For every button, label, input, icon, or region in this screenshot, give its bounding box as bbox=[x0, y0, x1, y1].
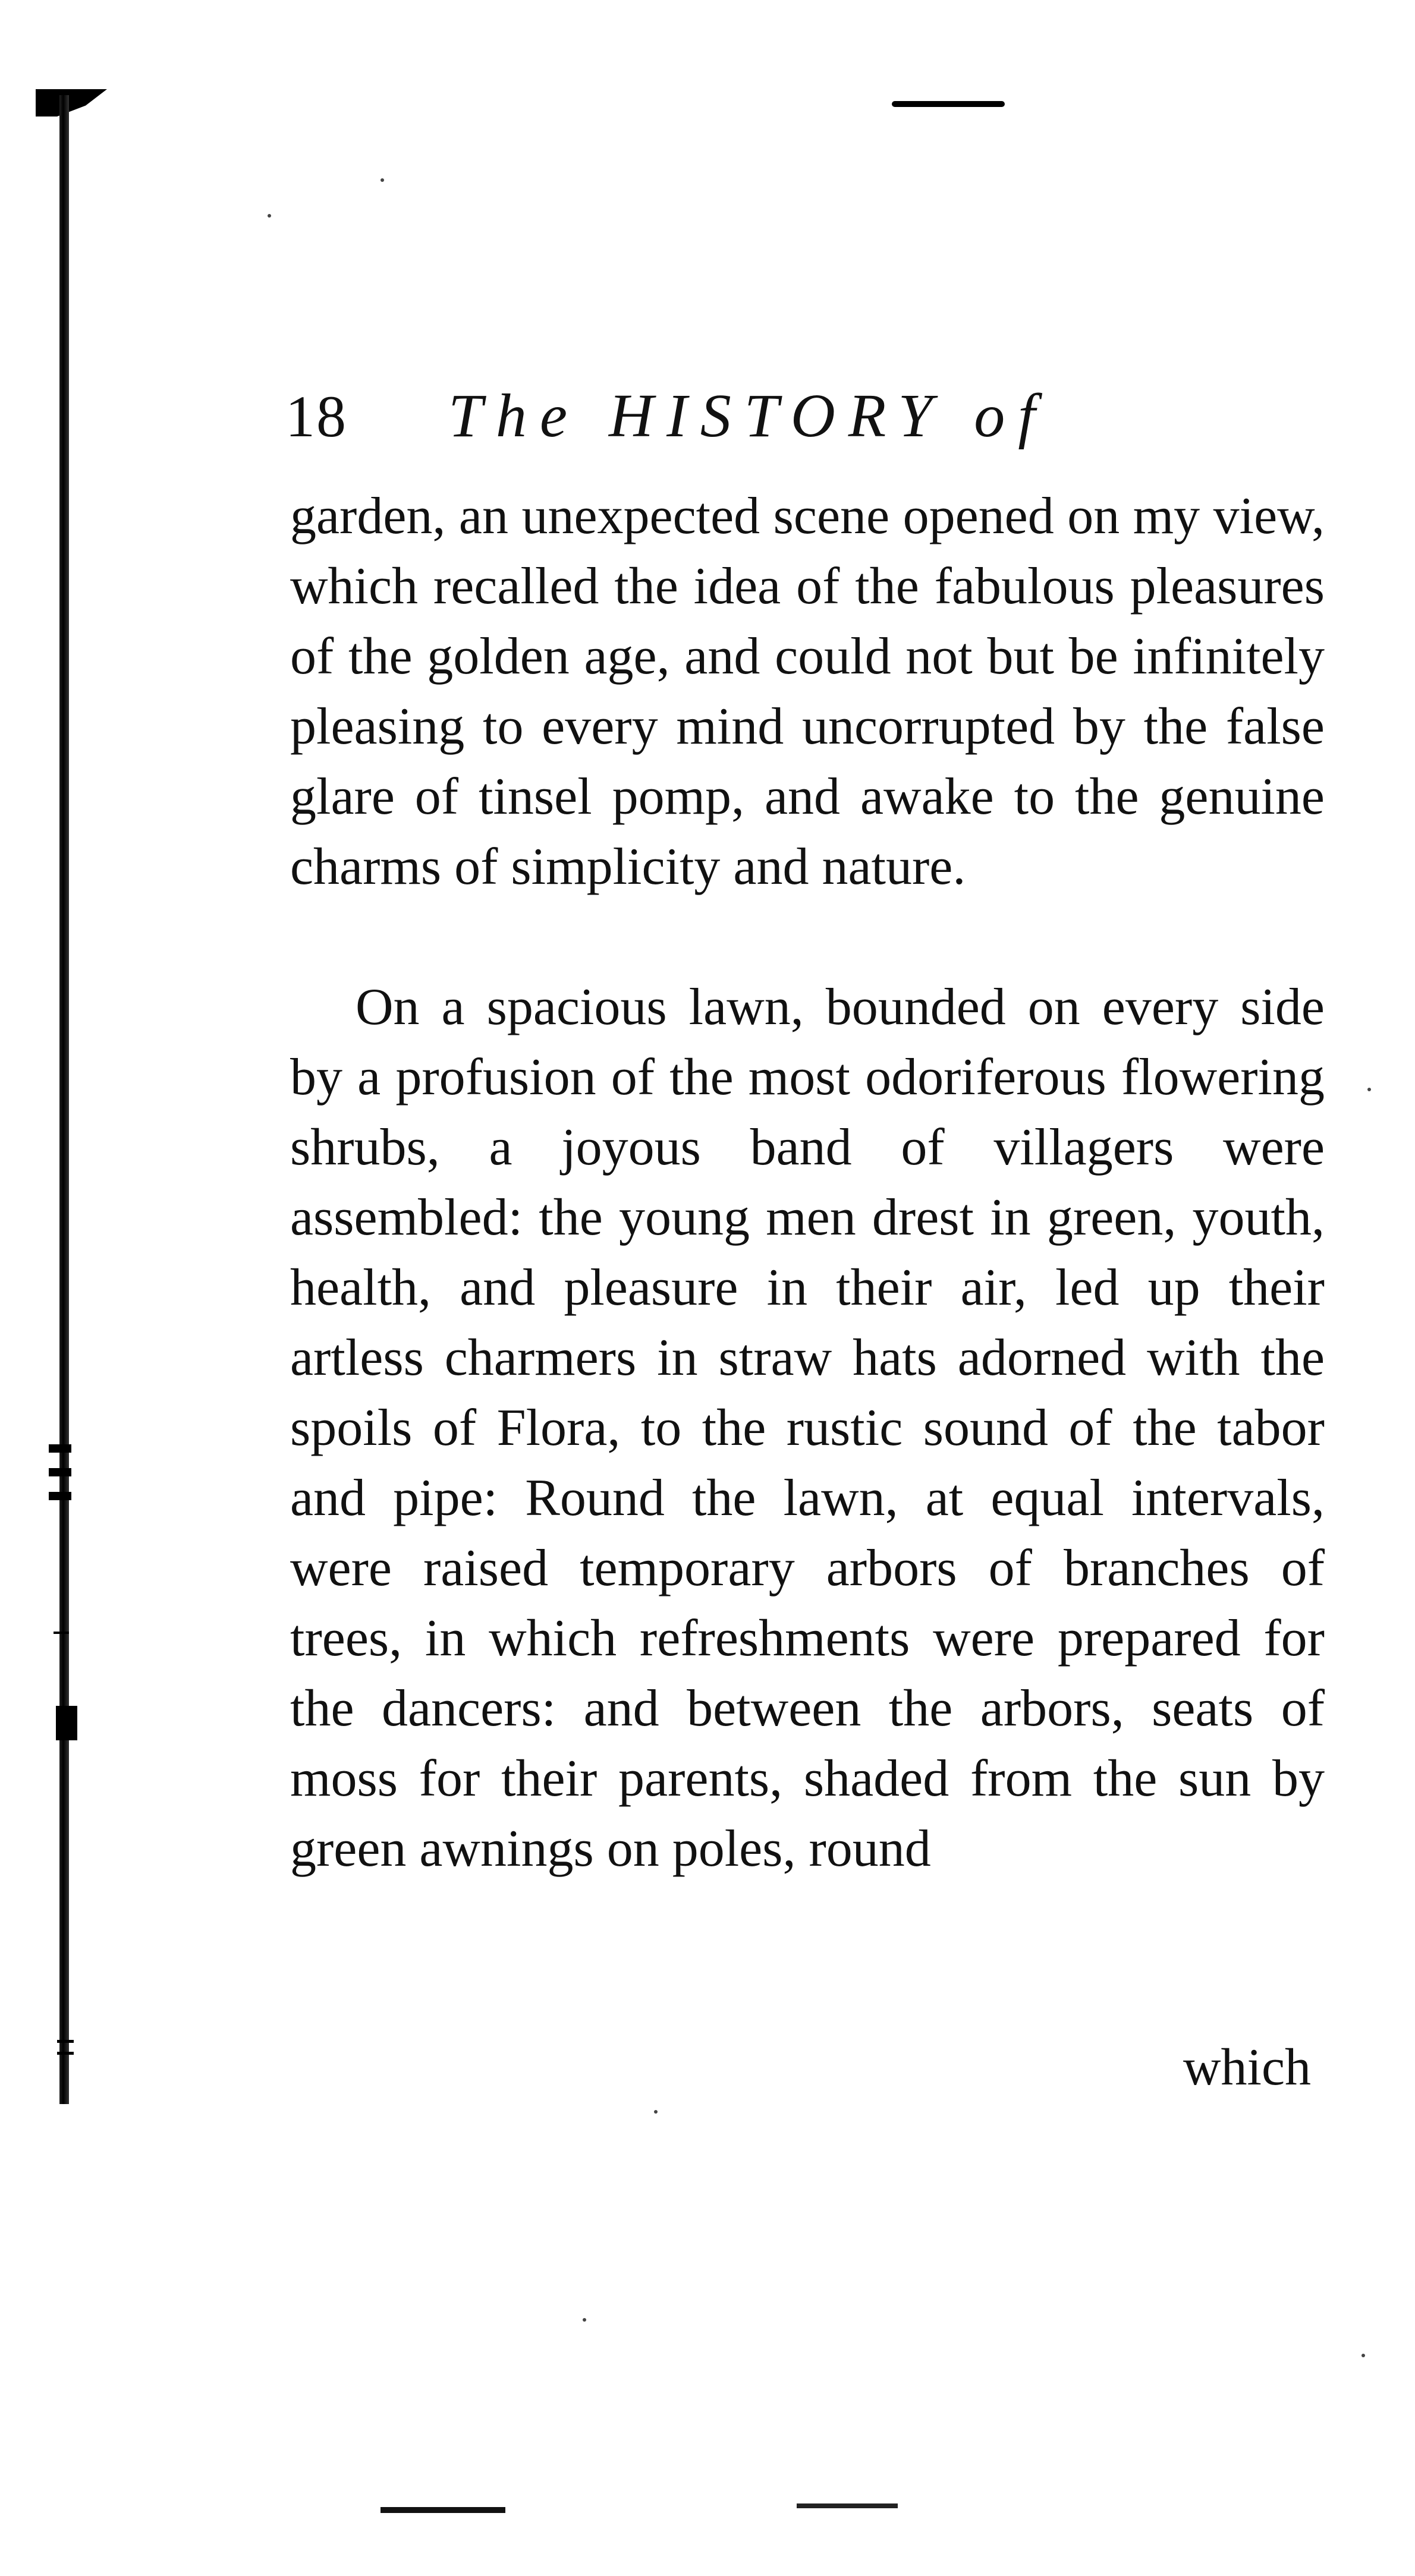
foot-rule bbox=[381, 2507, 505, 2513]
margin-mark bbox=[56, 1706, 77, 1740]
running-head bbox=[285, 380, 1177, 464]
paragraph: On a spacious lawn, bounded on every side by a profusion of the most odoriferous flowering shrubs, a joyous band of villagers were assembled: the young men drest in green, youth, health, and pleasure in their air, led up their artless charmers in straw hats adorned with the spoils of Flora, to the rustic sound of the tabor and pipe: Round the lawn, at equal intervals, were raised temporary arbors of branches of trees, in which refreshments were prepared for the dancers: and between the arbors, seats of moss for their parents, shaded from the sun by green awnings on poles, round bbox=[290, 978, 1325, 1878]
margin-mark bbox=[49, 1468, 71, 1476]
margin-mark bbox=[49, 1492, 71, 1500]
scan-speck bbox=[583, 2318, 586, 2322]
foot-rule bbox=[797, 2503, 898, 2508]
scan-speck bbox=[1367, 1088, 1371, 1091]
binding-edge bbox=[59, 95, 69, 2104]
catchword: which bbox=[1183, 2039, 1312, 2096]
binding-edge-cap bbox=[36, 89, 107, 116]
margin-mark bbox=[49, 1444, 71, 1453]
scan-speck bbox=[381, 178, 384, 182]
paragraph: garden, an unexpected scene opened on my view, which recalled the idea of the fabulous pleasures of the golden age, and could not but be infinitely pleasing to every mind uncorrupted by the false glare of tinsel pomp, and awake to the genuine charms of simplicity and nature. bbox=[290, 487, 1325, 896]
margin-mark bbox=[54, 1632, 69, 1634]
scan-speck bbox=[654, 2110, 658, 2114]
head-ornament bbox=[892, 101, 1005, 107]
scan-speck bbox=[268, 214, 271, 218]
running-title: The HISTORY of bbox=[448, 382, 1049, 450]
scan-speck bbox=[1361, 2354, 1365, 2357]
page-number: 18 bbox=[285, 383, 347, 449]
margin-mark bbox=[57, 2052, 74, 2055]
margin-mark bbox=[57, 2040, 74, 2043]
body-text bbox=[290, 481, 1325, 1884]
